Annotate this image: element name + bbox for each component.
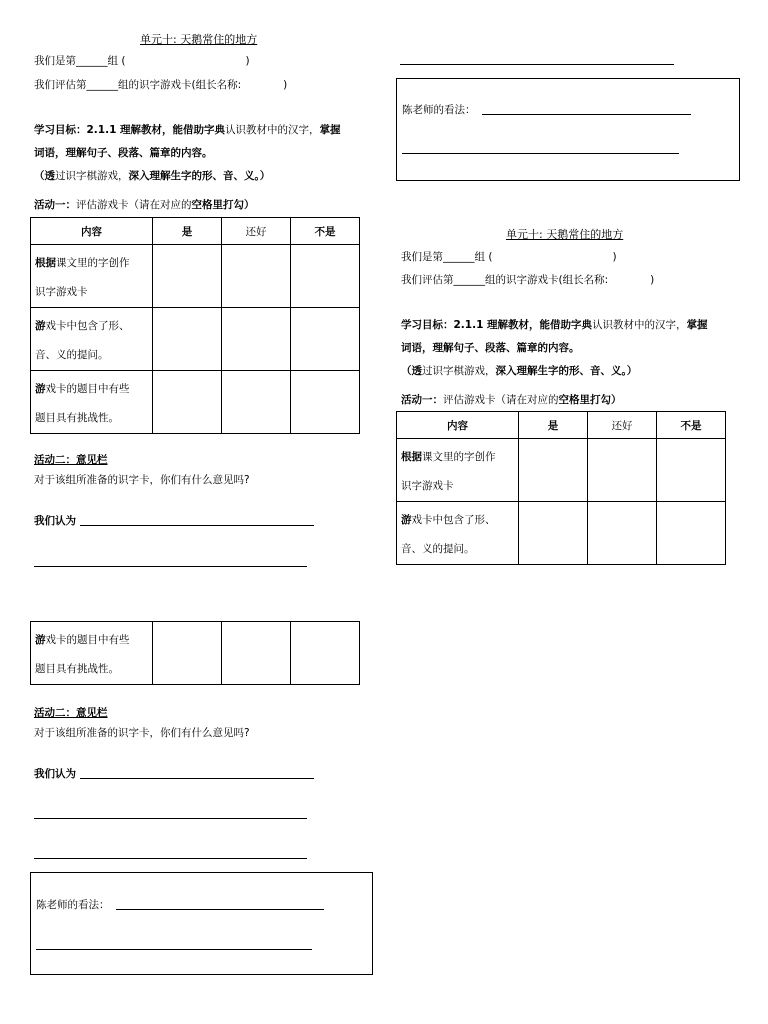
evaluation-table bbox=[396, 411, 726, 565]
criterion-text: 根据课文里的字创作 识字游戏卡 bbox=[401, 451, 496, 492]
checkbox-cell[interactable] bbox=[222, 371, 291, 434]
checkbox-cell[interactable] bbox=[291, 245, 360, 308]
activity2-heading: 活动二：意见栏 bbox=[34, 454, 108, 466]
teacher-comment-line[interactable] bbox=[116, 909, 324, 910]
evaluation-table-continued bbox=[30, 621, 360, 685]
checkbox-cell[interactable] bbox=[291, 622, 360, 685]
teacher-comment-box bbox=[396, 78, 740, 181]
we-think-line[interactable] bbox=[80, 778, 314, 779]
we-think-line[interactable] bbox=[80, 525, 314, 526]
opinion-line[interactable] bbox=[34, 858, 307, 859]
teacher-comment-line[interactable] bbox=[36, 949, 312, 950]
criterion-text: 游戏卡中包含了形、 音、义的提问。 bbox=[35, 320, 130, 361]
checkbox-cell[interactable] bbox=[657, 502, 726, 565]
worksheet-title: 单元十: 天鹅常住的地方 bbox=[506, 228, 624, 241]
learning-goal-line3: （透过识字棋游戏，深入理解生字的形、音、义。） bbox=[401, 365, 638, 377]
activity1-heading: 活动一：评估游戏卡（请在对应的空格里打勾） bbox=[34, 199, 255, 211]
checkbox-cell[interactable] bbox=[153, 308, 222, 371]
criterion-text: 游戏卡的题目中有些 题目具有挑战性。 bbox=[35, 634, 130, 675]
activity2-question: 对于该组所准备的识字卡，你们有什么意见吗? bbox=[34, 727, 250, 739]
criterion-text: 根据课文里的字创作 识字游戏卡 bbox=[35, 257, 130, 298]
col-header-ok: 还好 bbox=[588, 412, 657, 439]
col-header-no: 不是 bbox=[657, 412, 726, 439]
teacher-comment-line[interactable] bbox=[482, 114, 691, 115]
col-header-yes: 是 bbox=[153, 218, 222, 245]
learning-goal-line2: 词语，理解句子、段落、篇章的内容。 bbox=[34, 147, 213, 159]
checkbox-cell[interactable] bbox=[657, 439, 726, 502]
criterion-text: 游戏卡的题目中有些 题目具有挑战性。 bbox=[35, 383, 130, 424]
table-row bbox=[31, 245, 360, 308]
learning-goal-line1: 学习目标：2.1.1 理解教材，能借助字典认识教材中的汉字，掌握 bbox=[34, 124, 341, 136]
we-think-label: 我们认为 bbox=[34, 768, 76, 780]
evaluate-line: 我们评估第______组的识字游戏卡(组长名称: ) bbox=[401, 274, 655, 286]
learning-goal-line3: （透过识字棋游戏，深入理解生字的形、音、义。） bbox=[34, 170, 271, 182]
checkbox-cell[interactable] bbox=[153, 622, 222, 685]
checkbox-cell[interactable] bbox=[291, 308, 360, 371]
col-header-ok: 还好 bbox=[222, 218, 291, 245]
col-header-content: 内容 bbox=[31, 218, 153, 245]
teacher-comment-line[interactable] bbox=[402, 153, 679, 154]
table-row bbox=[31, 371, 360, 434]
opinion-line[interactable] bbox=[34, 566, 307, 567]
table-row bbox=[31, 308, 360, 371]
col-header-no: 不是 bbox=[291, 218, 360, 245]
checkbox-cell[interactable] bbox=[222, 245, 291, 308]
group-line: 我们是第______组 ( ) bbox=[34, 55, 250, 67]
col-header-content: 内容 bbox=[397, 412, 519, 439]
table-row bbox=[397, 439, 726, 502]
checkbox-cell[interactable] bbox=[588, 439, 657, 502]
we-think-label: 我们认为 bbox=[34, 515, 76, 527]
table-row bbox=[31, 622, 360, 685]
table-row bbox=[397, 502, 726, 565]
checkbox-cell[interactable] bbox=[222, 308, 291, 371]
checkbox-cell[interactable] bbox=[588, 502, 657, 565]
teacher-comment-box bbox=[30, 872, 373, 975]
criterion-text: 游戏卡中包含了形、 音、义的提问。 bbox=[401, 514, 496, 555]
checkbox-cell[interactable] bbox=[153, 371, 222, 434]
checkbox-cell[interactable] bbox=[519, 502, 588, 565]
opinion-line[interactable] bbox=[34, 818, 307, 819]
checkbox-cell[interactable] bbox=[291, 371, 360, 434]
checkbox-cell[interactable] bbox=[519, 439, 588, 502]
learning-goal-line2: 词语，理解句子、段落、篇章的内容。 bbox=[401, 342, 580, 354]
col-header-yes: 是 bbox=[519, 412, 588, 439]
evaluate-line: 我们评估第______组的识字游戏卡(组长名称: ) bbox=[34, 79, 288, 91]
activity1-heading: 活动一：评估游戏卡（请在对应的空格里打勾） bbox=[401, 394, 622, 406]
checkbox-cell[interactable] bbox=[153, 245, 222, 308]
opinion-line[interactable] bbox=[400, 64, 674, 65]
evaluation-table bbox=[30, 217, 360, 434]
teacher-comment-label: 陈老师的看法： bbox=[402, 104, 476, 116]
teacher-comment-label: 陈老师的看法： bbox=[36, 899, 110, 911]
learning-goal-line1: 学习目标：2.1.1 理解教材，能借助字典认识教材中的汉字，掌握 bbox=[401, 319, 708, 331]
activity2-heading: 活动二：意见栏 bbox=[34, 707, 108, 719]
group-line: 我们是第______组 ( ) bbox=[401, 251, 617, 263]
checkbox-cell[interactable] bbox=[222, 622, 291, 685]
worksheet-title: 单元十: 天鹅常住的地方 bbox=[140, 33, 258, 46]
activity2-question: 对于该组所准备的识字卡，你们有什么意见吗? bbox=[34, 474, 250, 486]
